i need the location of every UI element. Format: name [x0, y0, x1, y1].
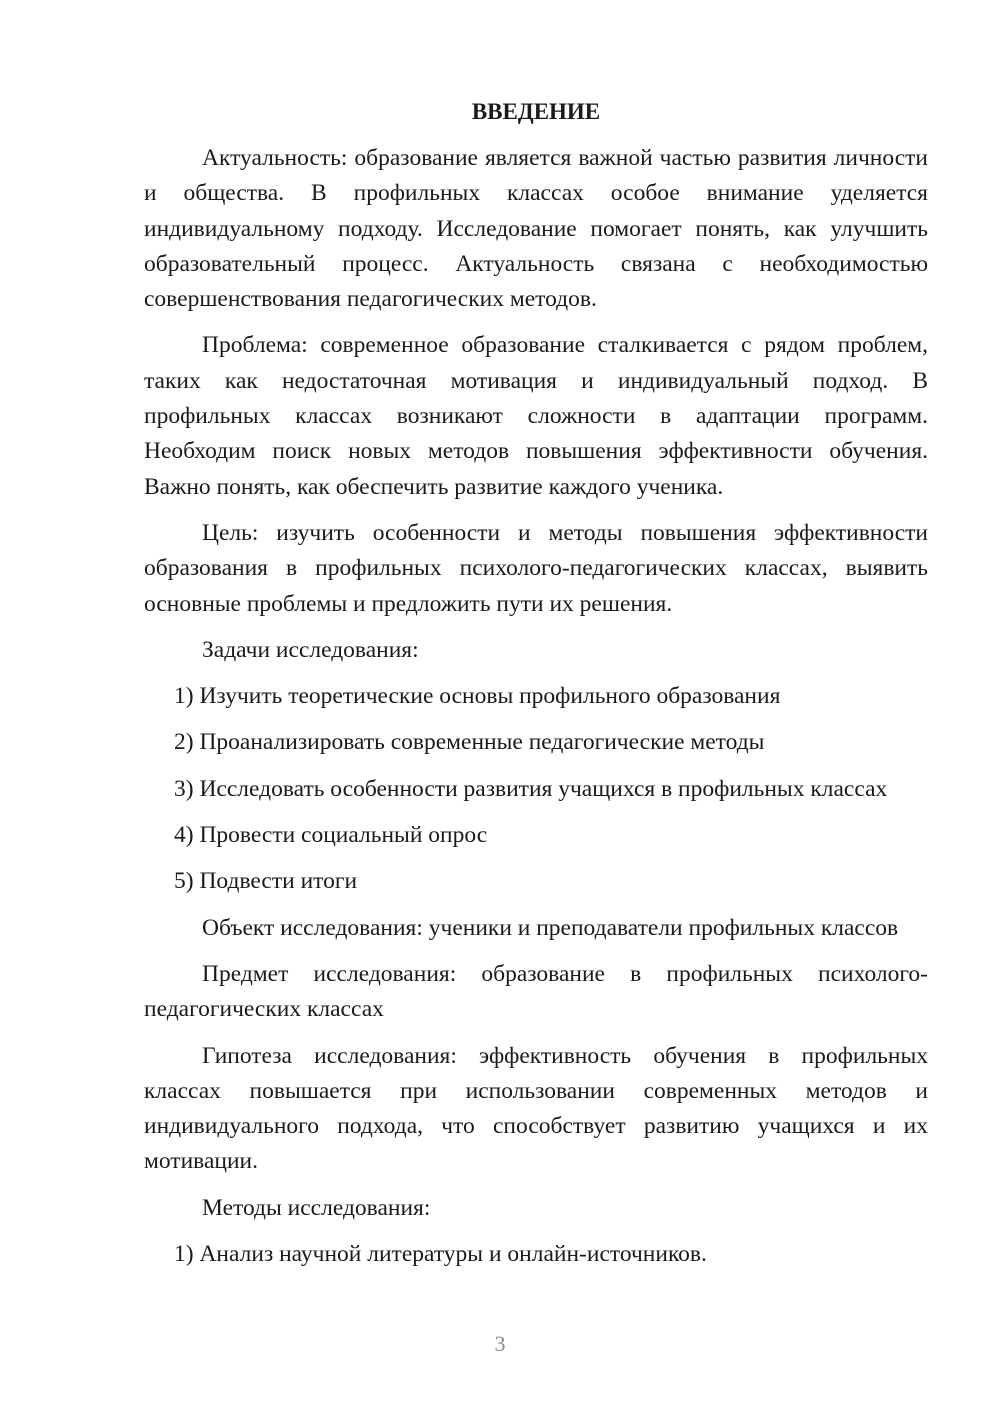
task-item: 5) Подвести итоги: [174, 868, 358, 895]
tasks-heading: Задачи исследования:: [202, 636, 419, 663]
goal-paragraph: Цель: изучить особенности и методы повышения эффективности образования в профильных психолого-педагогических классах, выявить основные проблемы и предложить пути их решения.: [144, 519, 928, 617]
task-item: 4) Провести социальный опрос: [174, 822, 488, 849]
object-paragraph: Объект исследования: ученики и преподаватели профильных классов: [202, 914, 899, 941]
page-number: 3: [494, 1331, 506, 1356]
task-item: 3) Исследовать особенности развития учащихся в профильных классах: [174, 775, 888, 802]
subject-paragraph: Предмет исследования: образование в профильных психолого-педагогических классах: [144, 960, 928, 1023]
hypothesis-paragraph: Гипотеза исследования: эффективность обучения в профильных классах повышается при использовании современных методов и индивидуального подхода, что способствует развитию учащихся и их мотивации.: [144, 1042, 928, 1175]
page-title: ВВЕДЕНИЕ: [471, 99, 601, 124]
method-item: 1) Анализ научной литературы и онлайн-источников.: [174, 1241, 707, 1268]
task-item: 1) Изучить теоретические основы профильного образования: [174, 683, 781, 710]
task-item: 2) Проанализировать современные педагогические методы: [174, 729, 765, 756]
methods-heading: Методы исследования:: [202, 1194, 431, 1221]
problem-paragraph: Проблема: современное образование сталкивается с рядом проблем, таких как недостаточная мотивация и индивидуальный подход. В профильных классах возникают сложности в адаптации программ. Необходим поиск новых методов повышения эффективности обучения. Важно понять, как обеспечить развитие каждого ученика.: [144, 332, 928, 500]
document-body: [144, 141, 928, 1283]
relevance-paragraph: Актуальность: образование является важной частью развития личности и общества. В профильных классах особое внимание уделяется индивидуальному подходу. Исследование помогает понять, как улучшить образовательный процесс. Актуальность связана с необходимостью совершенствования педагогических методов.: [144, 145, 928, 313]
